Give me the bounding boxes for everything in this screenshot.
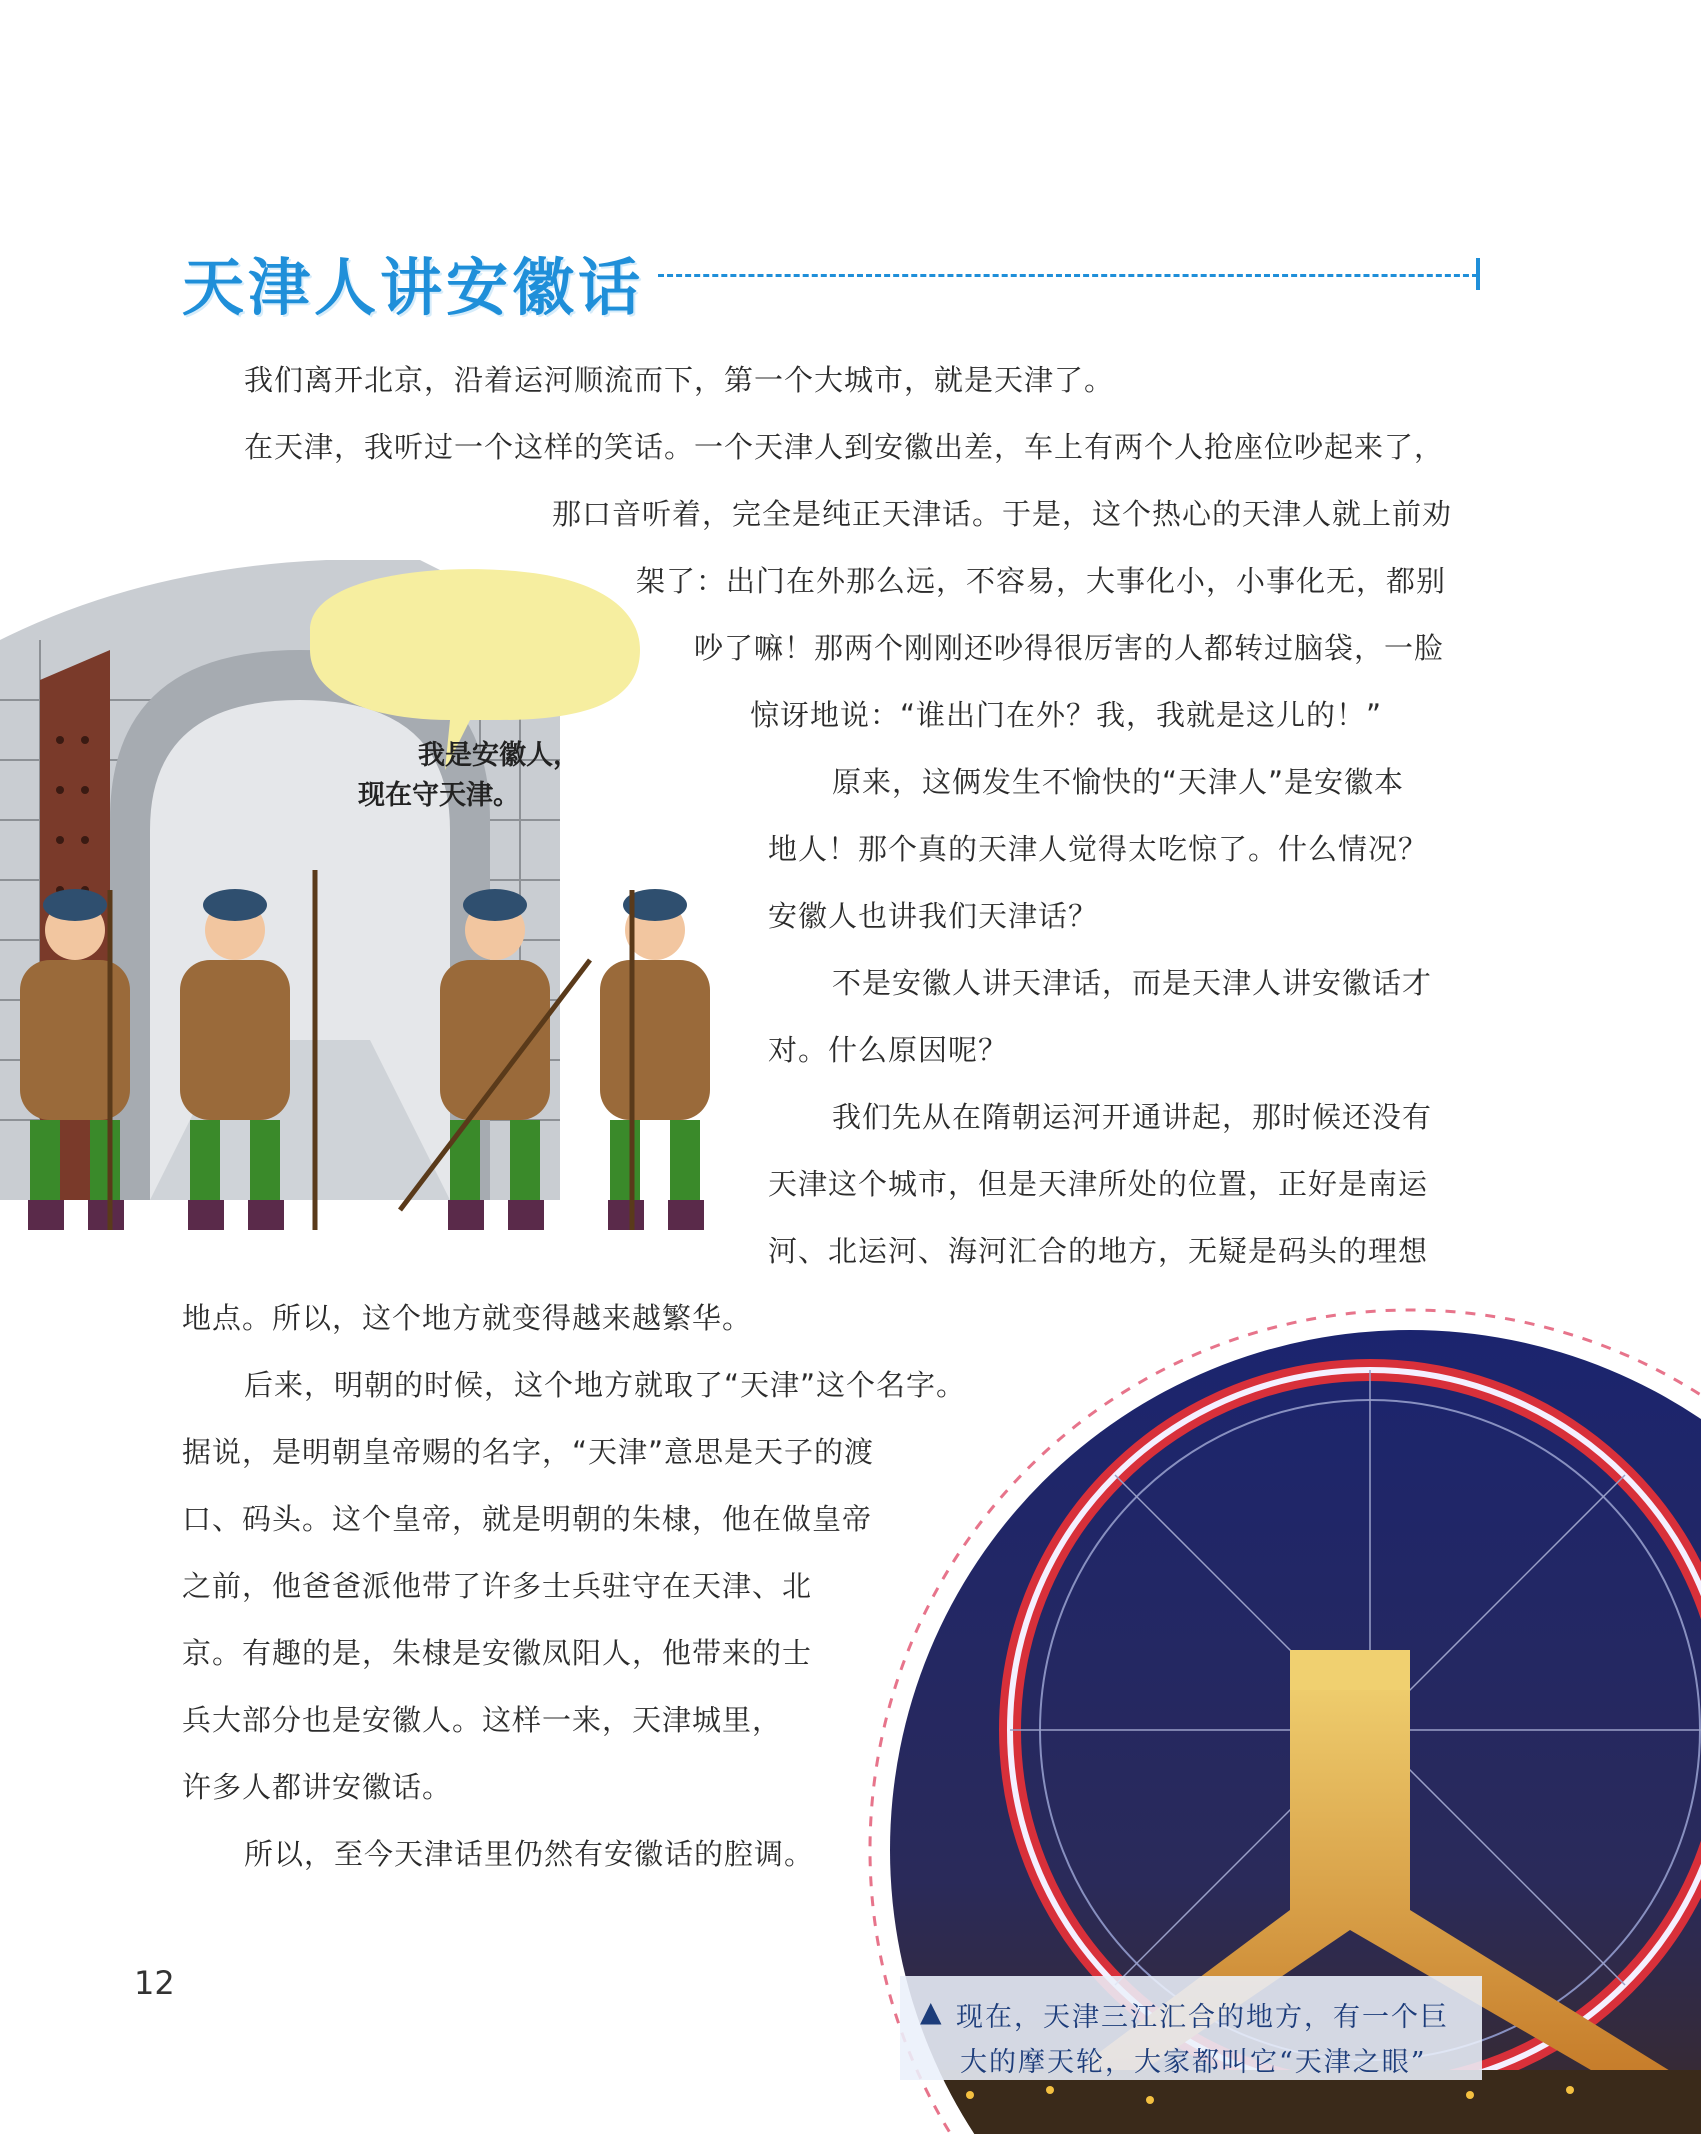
paragraph-line: 我们离开北京，沿着运河顺流而下，第一个大城市，就是天津了。 (244, 363, 1115, 397)
title-divider (658, 274, 1478, 277)
speech-bubble-line-2: 现在守天津。 (358, 780, 520, 811)
paragraph-line: 对。什么原因呢？ (768, 1033, 1009, 1067)
guard-figure (600, 889, 710, 1230)
page-number: 12 (134, 1964, 175, 2002)
paragraph-line: 兵大部分也是安徽人。这样一来，天津城里， (182, 1703, 783, 1737)
paragraph-line: 地人！那个真的天津人觉得太吃惊了。什么情况？ (768, 832, 1429, 866)
paragraph-line: 惊讶地说：“谁出门在外？我，我就是这儿的！” (750, 698, 1383, 732)
paragraph-line: 安徽人也讲我们天津话？ (768, 899, 1099, 933)
caption-marker-icon: ▲ (920, 1995, 942, 2028)
caption-line-2: 大的摩天轮，大家都叫它“天津之眼” (960, 2047, 1427, 2078)
paragraph-line: 那口音听着，完全是纯正天津话。于是，这个热心的天津人就上前劝 (552, 497, 1453, 531)
title-divider-end (1476, 258, 1480, 290)
speech-bubble-line-1: 我是安徽人， (418, 740, 580, 771)
paragraph-line: 河、北运河、海河汇合的地方，无疑是码头的理想 (768, 1234, 1429, 1268)
paragraph-line: 据说，是明朝皇帝赐的名字，“天津”意思是天子的渡 (182, 1435, 875, 1469)
paragraph-line: 不是安徽人讲天津话，而是天津人讲安徽话才 (832, 966, 1433, 1000)
paragraph-line: 地点。所以，这个地方就变得越来越繁华。 (182, 1301, 753, 1335)
paragraph-line: 吵了嘛！那两个刚刚还吵得很厉害的人都转过脑袋，一脸 (694, 631, 1445, 665)
paragraph-line: 原来，这俩发生不愉快的“天津人”是安徽本 (832, 765, 1405, 799)
paragraph-line: 所以，至今天津话里仍然有安徽话的腔调。 (244, 1837, 815, 1871)
paragraph-line: 京。有趣的是，朱棣是安徽凤阳人，他带来的士 (182, 1636, 813, 1670)
paragraph-line: 之前，他爸爸派他带了许多士兵驻守在天津、北 (182, 1569, 813, 1603)
paragraph-line: 后来，明朝的时候，这个地方就取了“天津”这个名字。 (244, 1368, 967, 1402)
paragraph-line: 口、码头。这个皇帝，就是明朝的朱棣，他在做皇帝 (182, 1502, 873, 1536)
paragraph-line: 我们先从在隋朝运河开通讲起，那时候还没有 (832, 1100, 1433, 1134)
paragraph-line: 架了：出门在外那么远，不容易，大事化小，小事化无，都别 (636, 564, 1447, 598)
caption-line-1: 现在，天津三江汇合的地方，有一个巨 (956, 2002, 1449, 2033)
paragraph-line: 在天津，我听过一个这样的笑话。一个天津人到安徽出差，车上有两个人抢座位吵起来了， (244, 430, 1445, 464)
guards-illustration (0, 560, 760, 1260)
paragraph-line: 许多人都讲安徽话。 (182, 1770, 453, 1804)
paragraph-line: 天津这个城市，但是天津所处的位置，正好是南运 (768, 1167, 1429, 1201)
page-title: 天津人讲安徽话 (182, 251, 645, 324)
